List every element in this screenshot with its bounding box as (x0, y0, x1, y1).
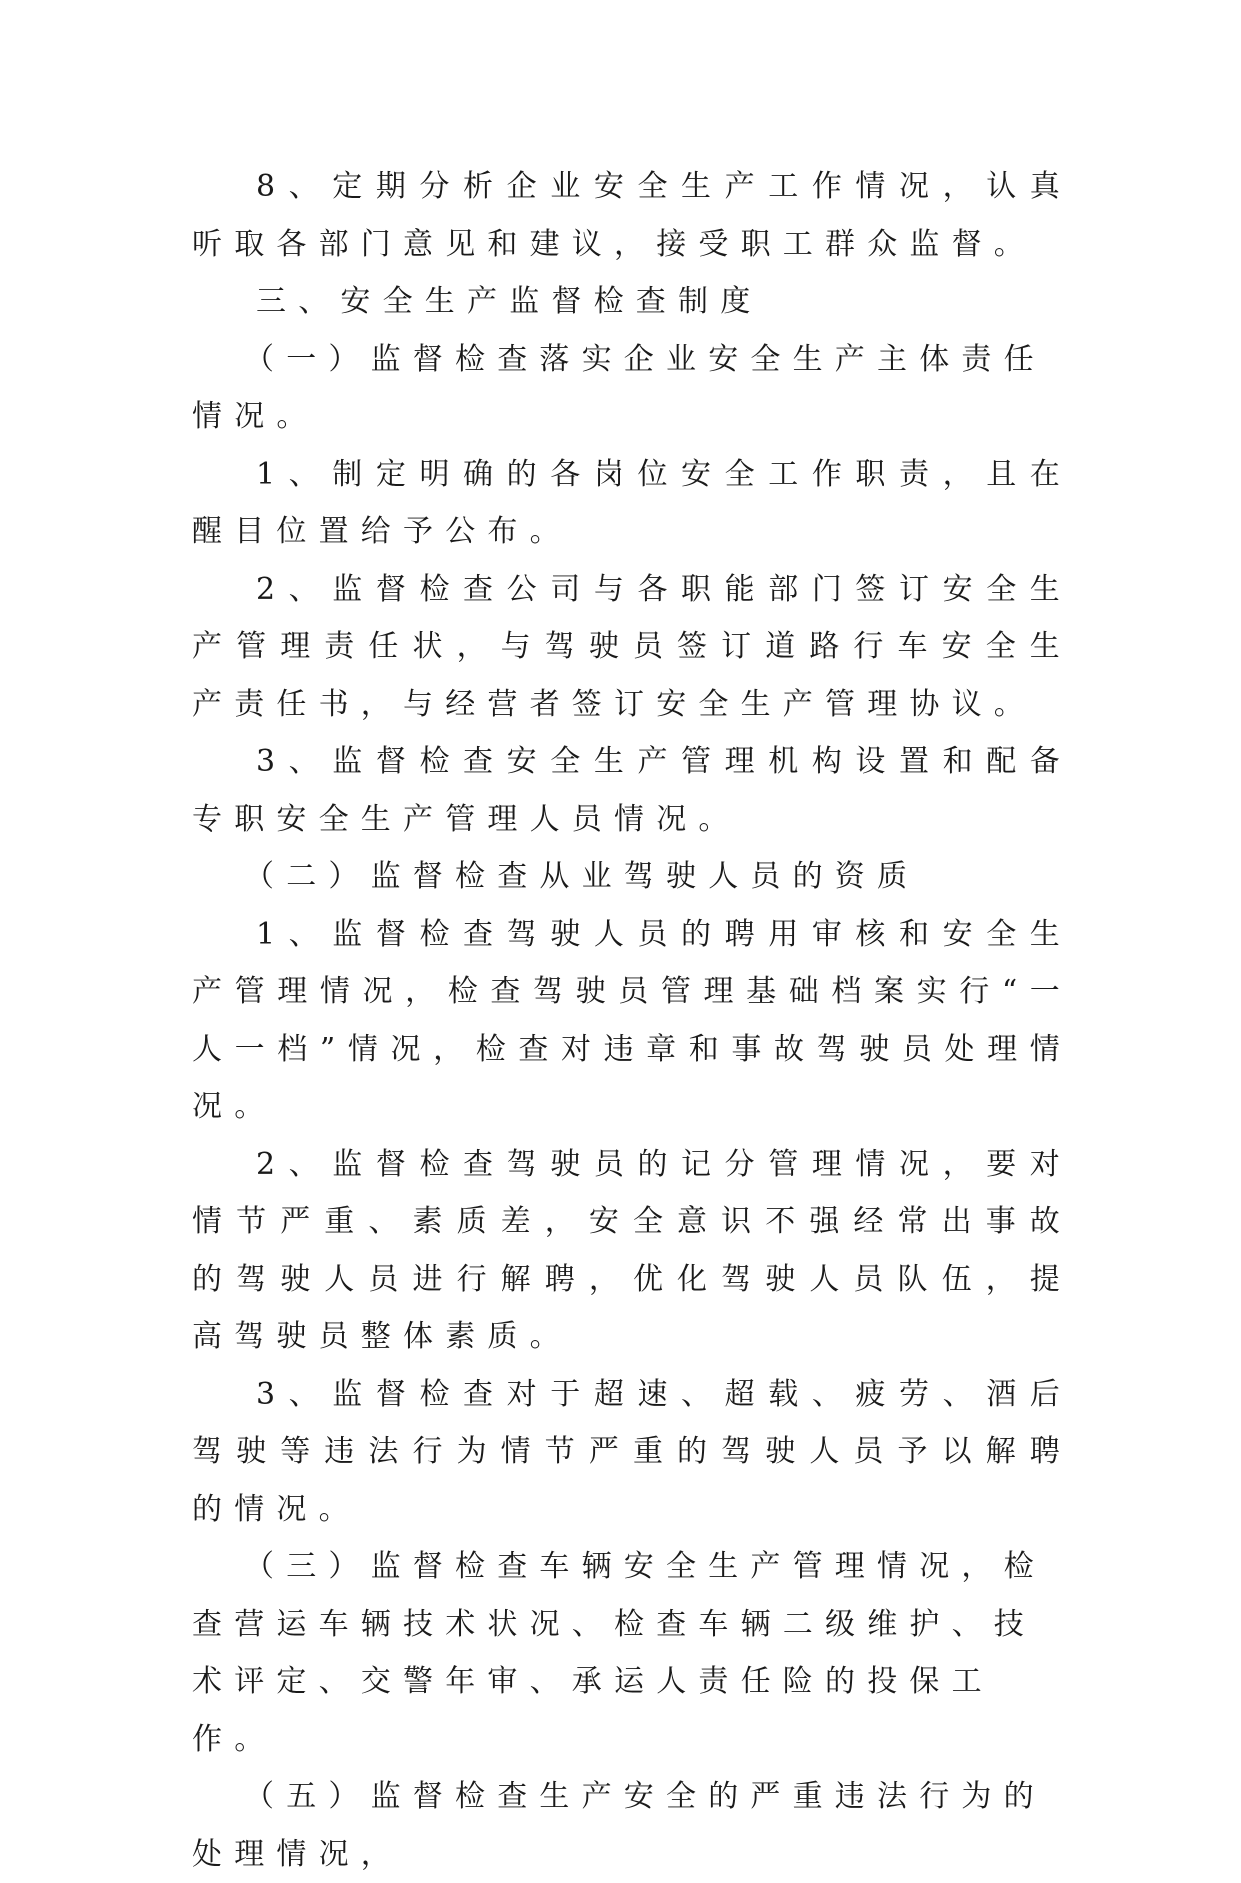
subsection-heading-1: （一）监督检查落实企业安全生产主体责任情况。 (192, 341, 1046, 434)
paragraph-item-3: 3、监督检查安全生产管理机构设置和配备专职安全生产管理人员情况。 (192, 744, 1072, 837)
paragraph-driver-1: 1、监督检查驾驶人员的聘用审核和安全生产管理情况，检查驾驶员管理基础档案实行“一人一档”情况，检查对违章和事故驾驶员处理情况。 (192, 916, 1072, 1124)
paragraph-item-1: 1、制定明确的各岗位安全工作职责，且在醒目位置给予公布。 (192, 456, 1072, 549)
document-body (192, 158, 1072, 1883)
paragraph-driver-3: 3、监督检查对于超速、超载、疲劳、酒后驾驶等违法行为情节严重的驾驶人员予以解聘的情况。 (192, 1376, 1072, 1527)
paragraph-item-8: 8、定期分析企业安全生产工作情况，认真听取各部门意见和建议，接受职工群众监督。 (192, 169, 1072, 262)
paragraph-item-2: 2、监督检查公司与各职能部门签订安全生产管理责任状，与驾驶员签订道路行车安全生产责任书，与经营者签订安全生产管理协议。 (192, 571, 1072, 722)
subsection-heading-5: （五）监督检查生产安全的严重违法行为的处理情况， (192, 1779, 1046, 1872)
section-heading-3: 三、安全生产监督检查制度 (256, 284, 763, 319)
subsection-heading-2: （二）监督检查从业驾驶人员的资质 (244, 859, 920, 894)
paragraph-driver-2: 2、监督检查驾驶员的记分管理情况，要对情节严重、素质差，安全意识不强经常出事故的驾驶人员进行解聘，优化驾驶人员队伍，提高驾驶员整体素质。 (192, 1146, 1072, 1354)
subsection-heading-3: （三）监督检查车辆安全生产管理情况，检查营运车辆技术状况、检查车辆二级维护、技术评定、交警年审、承运人责任险的投保工作。 (192, 1549, 1046, 1757)
